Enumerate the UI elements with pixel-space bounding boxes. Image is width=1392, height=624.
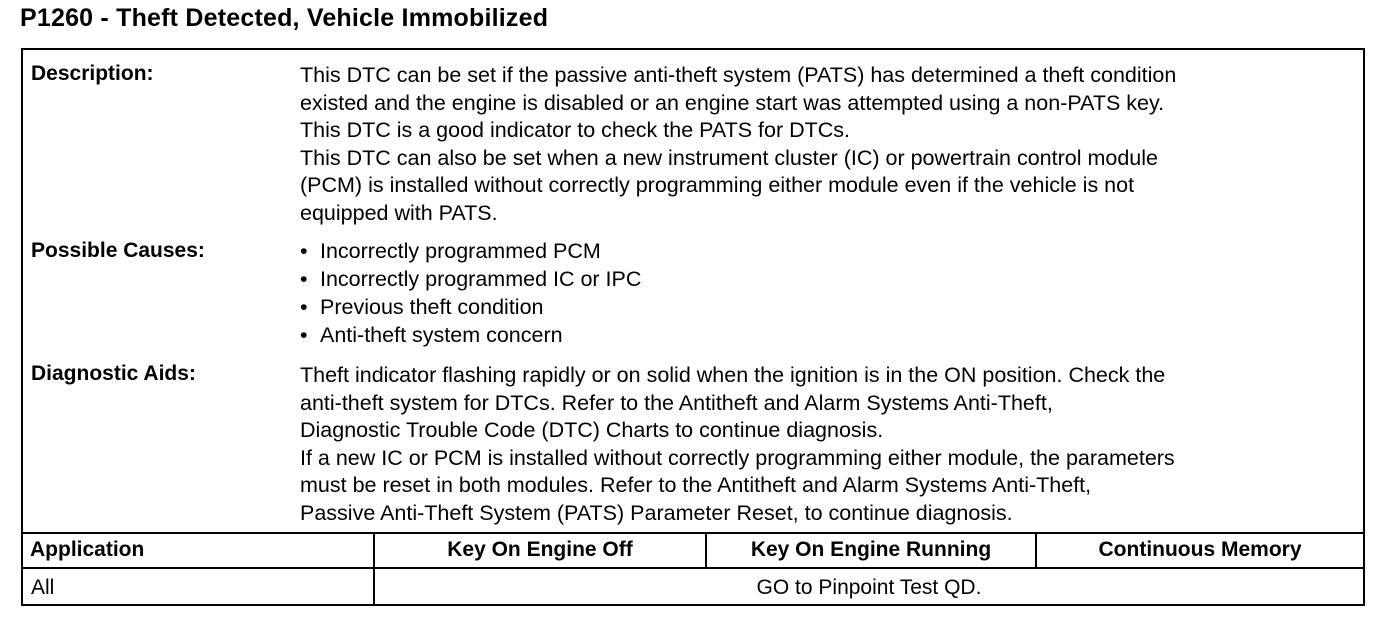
diagnostic-aids-line: Passive Anti-Theft System (PATS) Parameter Reset, to continue diagnosis. (300, 500, 1013, 525)
diagnostic-aids-label: Diagnostic Aids: (31, 362, 196, 385)
list-item: • Incorrectly programmed PCM (300, 239, 601, 263)
list-item: • Previous theft condition (300, 295, 544, 319)
bullet-icon: • (300, 323, 308, 347)
description-line: This DTC can be set if the passive anti-theft system (PATS) has determined a theft condition (300, 63, 1177, 87)
possible-causes-label: Possible Causes: (31, 239, 205, 262)
description-line: existed and the engine is disabled or an engine start was attempted using a non-PATS key. (300, 90, 1165, 115)
diagnostic-aids-text (300, 362, 1175, 527)
pinpoint-test-action: GO to Pinpoint Test QD. (756, 576, 982, 599)
diagnostic-aids-line: anti-theft system for DTCs. Refer to the Antitheft and Alarm Systems Anti-Theft, (300, 390, 1053, 415)
header-continuous-memory: Continuous Memory (1098, 538, 1302, 561)
diagnostic-aids-line: must be reset in both modules. Refer to the Antitheft and Alarm Systems Anti-Theft, (300, 473, 1092, 497)
divider (23, 567, 1363, 569)
page-title: P1260 - Theft Detected, Vehicle Immobilized (20, 4, 549, 32)
application-value: All (31, 576, 55, 599)
description-line: equipped with PATS. (300, 200, 498, 225)
list-item: • Anti-theft system concern (300, 323, 563, 347)
possible-causes-list (300, 237, 641, 349)
diagnostic-aids-line: If a new IC or PCM is installed without correctly programming either module, the parameters (300, 445, 1175, 470)
header-key-on-engine-running: Key On Engine Running (750, 538, 992, 561)
diagnostic-aids-line: Diagnostic Trouble Code (DTC) Charts to continue diagnosis. (300, 418, 884, 442)
description-line: (PCM) is installed without correctly programming either module even if the vehicle is not (300, 173, 1135, 197)
description-line: This DTC can also be set when a new instrument cluster (IC) or powertrain control module (300, 145, 1158, 170)
description-line: This DTC is a good indicator to check the PATS for DTCs. (300, 118, 851, 142)
bullet-icon: • (300, 239, 308, 263)
dtc-table (21, 48, 1365, 606)
header-application: Application (30, 538, 145, 561)
header-key-on-engine-off: Key On Engine Off (447, 538, 633, 561)
bullet-icon: • (300, 267, 308, 291)
diagnostic-aids-line: Theft indicator flashing rapidly or on solid when the ignition is in the ON position. Check the (300, 363, 1166, 387)
divider (23, 532, 1363, 534)
bullet-icon: • (300, 295, 308, 319)
description-label: Description: (31, 62, 154, 85)
list-item: • Incorrectly programmed IC or IPC (300, 267, 642, 291)
description-text (300, 62, 1176, 227)
